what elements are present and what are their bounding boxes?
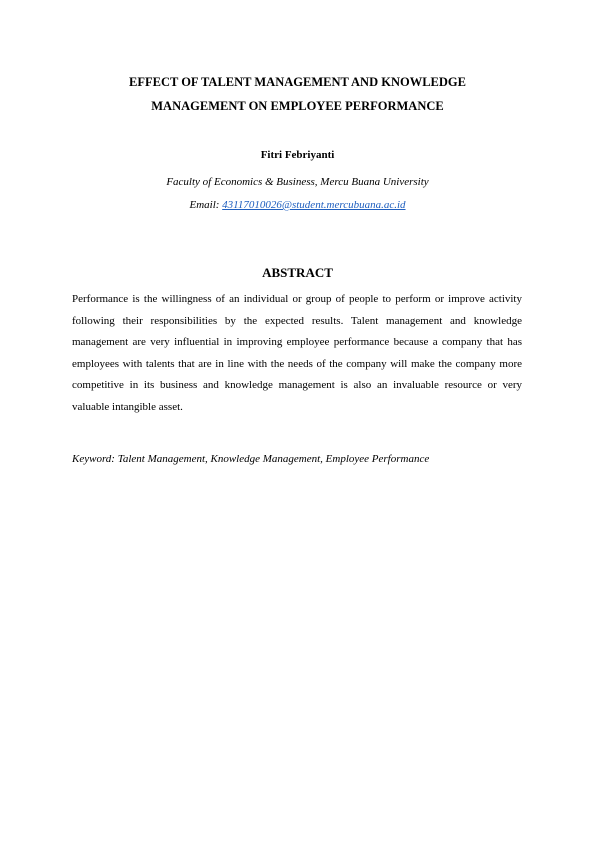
paper-title [60, 70, 535, 118]
paper-title-line-2: MANAGEMENT ON EMPLOYEE PERFORMANCE [151, 99, 444, 113]
author-email-line [60, 198, 535, 212]
author-name: Fitri Febriyanti [260, 149, 335, 161]
email-link[interactable]: 43117010026@student.mercubuana.ac.id [222, 199, 406, 211]
paper-title-line-1: EFFECT OF TALENT MANAGEMENT AND KNOWLEDGE [129, 75, 466, 89]
keywords: Keyword: Talent Management, Knowledge Management, Employee Performance [72, 453, 430, 465]
abstract-heading: ABSTRACT [262, 265, 333, 280]
abstract-body: Performance is the willingness of an individual or group of people to perform or improve activity following their responsibilities by the expected results. Talent management and knowledge management are very influential in improving employee performance because a company that has employees with talents that are in line with the needs of the company will make the company more competitive in its business and knowledge management is also an invaluable resource or very valuable intangible asset. [72, 293, 522, 413]
author-affiliation: Faculty of Economics & Business, Mercu Buana University [166, 176, 429, 188]
email-label: Email: [189, 199, 223, 211]
